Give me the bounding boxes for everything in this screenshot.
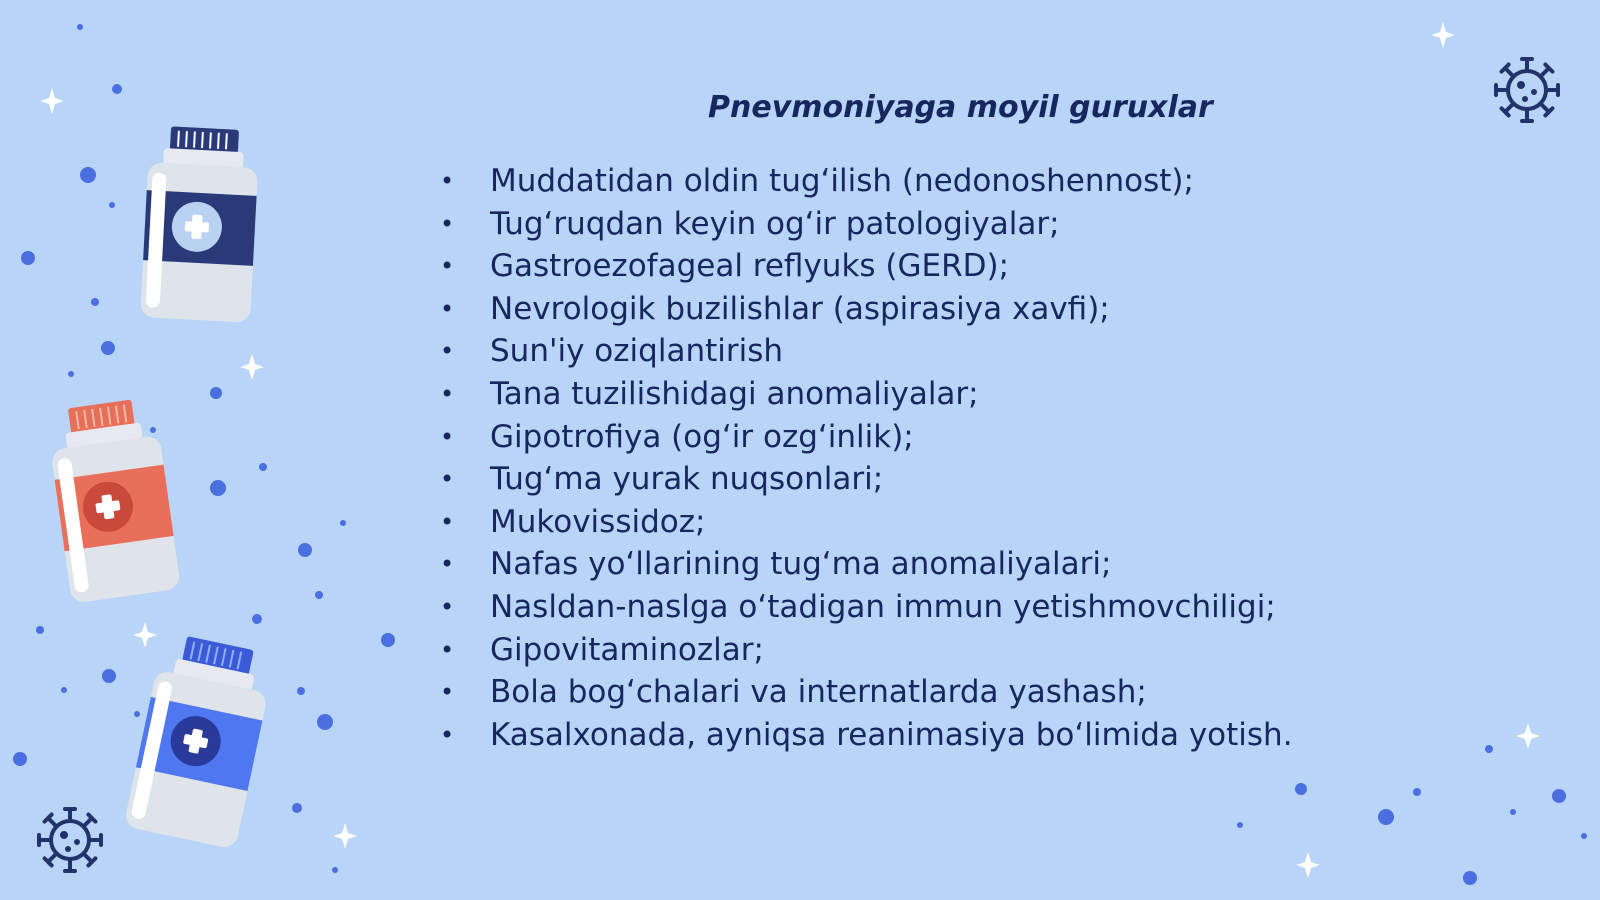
list-item: • Tana tuzilishidagi anomaliyalar;	[440, 373, 1293, 416]
list-item: • Sun'iy oziqlantirish	[440, 330, 1293, 373]
list-item: • Nafas yoʻllarining tugʻma anomaliyalari;	[440, 543, 1293, 586]
list-item: • Muddatidan oldin tugʻilish (nedonoshennost);	[440, 160, 1293, 203]
virus-icon	[1496, 59, 1558, 121]
pill-bottle-icon	[45, 396, 181, 603]
list-item: • Nevrologik buzilishlar (aspirasiya xavfi);	[440, 288, 1293, 331]
virus-icon	[39, 809, 101, 871]
list-item: • Gipotrofiya (ogʻir ozgʻinlik);	[440, 416, 1293, 459]
list-item: • Bola bogʻchalari va internatlarda yashash;	[440, 671, 1293, 714]
pill-bottle-icon	[123, 631, 276, 849]
risk-groups-list	[440, 160, 1293, 756]
list-item: • Gastroezofageal reflyuks (GERD);	[440, 245, 1293, 288]
list-item: • Mukovissidoz;	[440, 501, 1293, 544]
list-item: • Tugʻma yurak nuqsonlari;	[440, 458, 1293, 501]
list-item: • Nasldan-naslga oʻtadigan immun yetishmovchiligi;	[440, 586, 1293, 629]
list-item: • Tugʻruqdan keyin ogʻir patologiyalar;	[440, 203, 1293, 246]
pill-bottle-icon	[140, 125, 260, 322]
slide-title: Pnevmoniyaga moyil guruxlar	[708, 90, 1213, 125]
list-item: • Kasalxonada, ayniqsa reanimasiya boʻlimida yotish.	[440, 714, 1293, 757]
list-item: • Gipovitaminozlar;	[440, 629, 1293, 672]
